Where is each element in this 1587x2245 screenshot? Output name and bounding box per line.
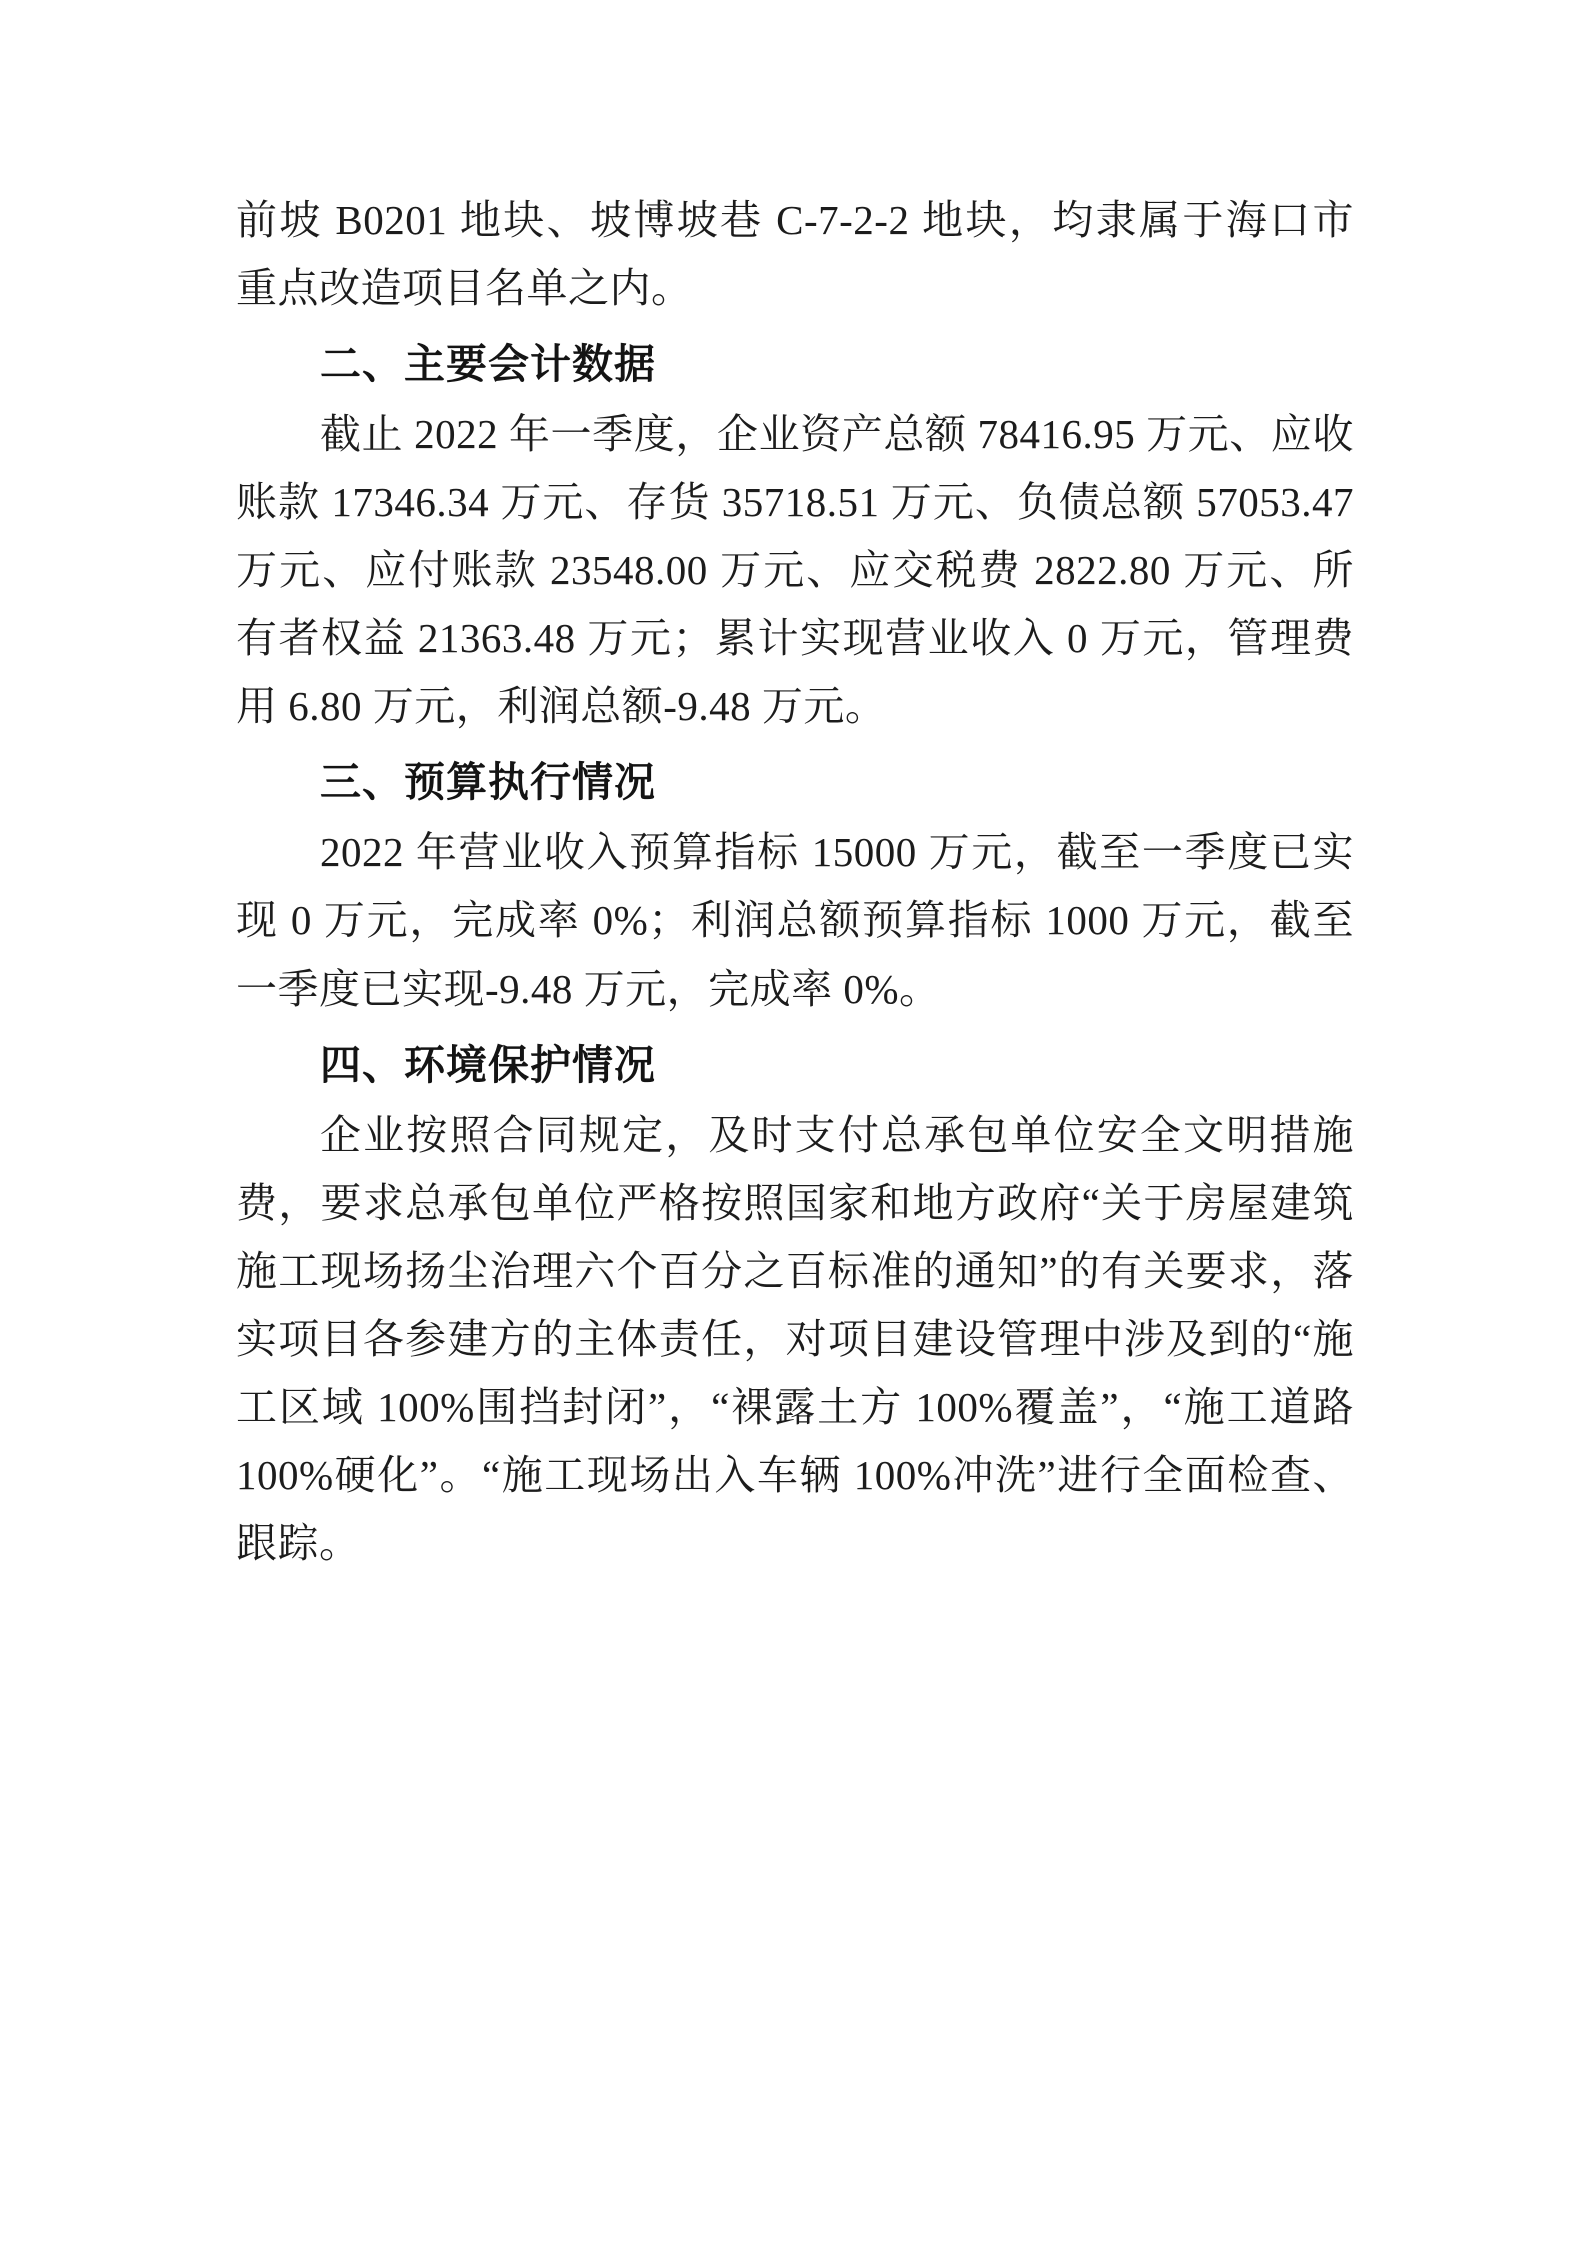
paragraph-section-4-body: 企业按照合同规定，及时支付总承包单位安全文明措施费，要求总承包单位严格按照国家和地方政府“关于房屋建筑施工现场扬尘治理六个百分之百标准的通知”的有关要求，落实项目各参建方的主体责任，对项目建设管理中涉及到的“施工区域 100%围挡封闭”，“裸露土方 100%覆盖”，“施工道路 100%硬化”。“施工现场出入车辆 100%冲洗”进行全面检查、跟踪。 <box>236 1111 1354 1566</box>
paragraph-section-2-body: 截止 2022 年一季度，企业资产总额 78416.95 万元、应收账款 17346.34 万元、存货 35718.51 万元、负债总额 57053.47 万元、应付账款 23548.00 万元、应交税费 2822.80 万元、所有者权益 21363.48 万元；累计实现营业收入 0 万元，管理费用 6.80 万元，利润总额-9.48 万元。 <box>236 411 1354 730</box>
heading-section-3: 三、预算执行情况 <box>320 758 656 807</box>
paragraph-section-3-body: 2022 年营业收入预算指标 15000 万元，截至一季度已实现 0 万元，完成率 0%；利润总额预算指标 1000 万元，截至一季度已实现-9.48 万元，完成率 0%。 <box>236 829 1354 1012</box>
heading-section-4: 四、环境保护情况 <box>320 1040 656 1089</box>
paragraph-intro-continued: 前坡 B0201 地块、坡博坡巷 C-7-2-2 地块，均隶属于海口市重点改造项目名单之内。 <box>236 197 1354 312</box>
document-body <box>236 186 1354 1579</box>
heading-section-2: 二、主要会计数据 <box>320 340 656 389</box>
